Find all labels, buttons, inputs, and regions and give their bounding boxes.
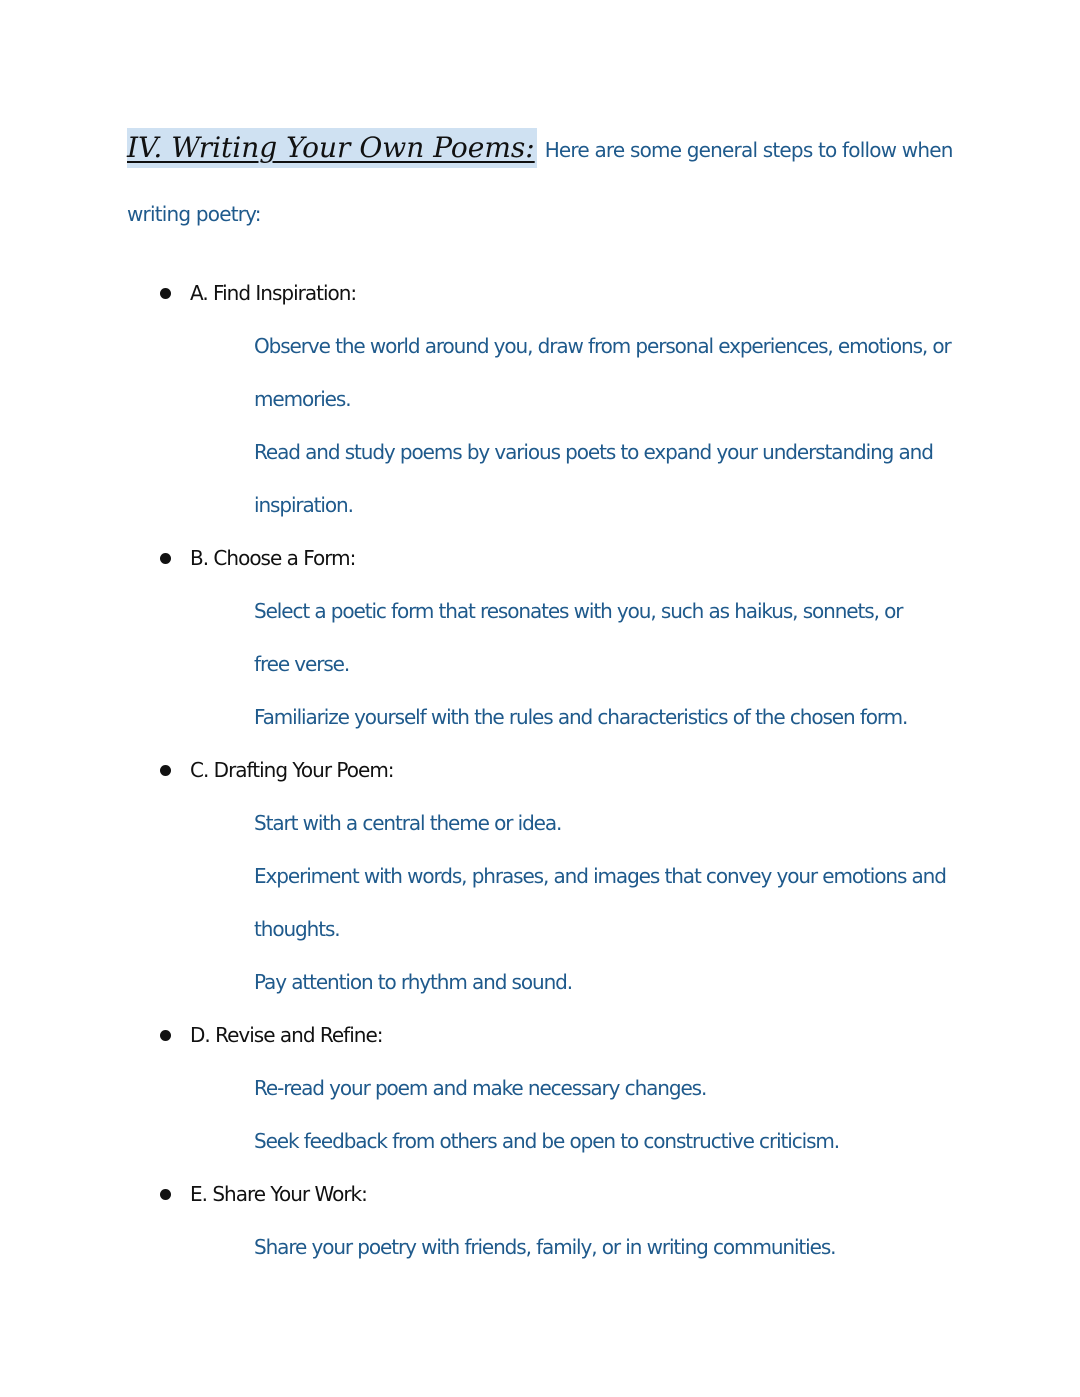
intro-row-2 bbox=[127, 182, 987, 246]
bullet-icon bbox=[160, 553, 171, 564]
step-text: Observe the world around you, draw from personal experiences, emotions, or bbox=[254, 334, 951, 358]
step-text: Share your poetry with friends, family, or in writing communities. bbox=[254, 1235, 836, 1259]
step-text: Select a poetic form that resonates with you, such as haikus, sonnets, or bbox=[254, 599, 903, 623]
step-label: C. Drafting Your Poem: bbox=[190, 758, 394, 782]
step-text: Seek feedback from others and be open to constructive criticism. bbox=[254, 1129, 840, 1153]
step-text: free verse. bbox=[254, 652, 350, 676]
step-text: Read and study poems by various poets to expand your understanding and bbox=[254, 440, 933, 464]
intro-row-1 bbox=[127, 118, 987, 182]
step-label: E. Share Your Work: bbox=[190, 1182, 367, 1206]
step-text: memories. bbox=[254, 387, 351, 411]
bullet-icon bbox=[160, 1189, 171, 1200]
intro-paragraph bbox=[127, 118, 987, 246]
step-revise bbox=[0, 1009, 1080, 1168]
section-heading: IV. Writing Your Own Poems: bbox=[127, 128, 537, 168]
step-text: Familiarize yourself with the rules and characteristics of the chosen form. bbox=[254, 705, 908, 729]
step-label: D. Revise and Refine: bbox=[190, 1023, 383, 1047]
step-drafting bbox=[0, 744, 1080, 1009]
step-label: B. Choose a Form: bbox=[190, 546, 356, 570]
bullet-icon bbox=[160, 765, 171, 776]
intro-text-line1: Here are some general steps to follow when bbox=[544, 138, 953, 162]
step-choose-form bbox=[0, 532, 1080, 744]
step-label-row bbox=[0, 532, 1080, 585]
step-share bbox=[0, 1168, 1080, 1274]
step-find-inspiration bbox=[0, 267, 1080, 532]
step-text: inspiration. bbox=[254, 493, 353, 517]
step-text: Pay attention to rhythm and sound. bbox=[254, 970, 573, 994]
step-label-row bbox=[0, 1009, 1080, 1062]
step-text: Re-read your poem and make necessary changes. bbox=[254, 1076, 707, 1100]
step-label-row bbox=[0, 267, 1080, 320]
bullet-icon bbox=[160, 288, 171, 299]
bullet-icon bbox=[160, 1030, 171, 1041]
step-label-row bbox=[0, 1168, 1080, 1221]
step-label: A. Find Inspiration: bbox=[190, 281, 357, 305]
step-text: Start with a central theme or idea. bbox=[254, 811, 562, 835]
step-text: Experiment with words, phrases, and images that convey your emotions and bbox=[254, 864, 946, 888]
step-label-row bbox=[0, 744, 1080, 797]
steps-list bbox=[0, 267, 1080, 1274]
intro-text-line2: writing poetry: bbox=[127, 202, 261, 226]
step-text: thoughts. bbox=[254, 917, 340, 941]
